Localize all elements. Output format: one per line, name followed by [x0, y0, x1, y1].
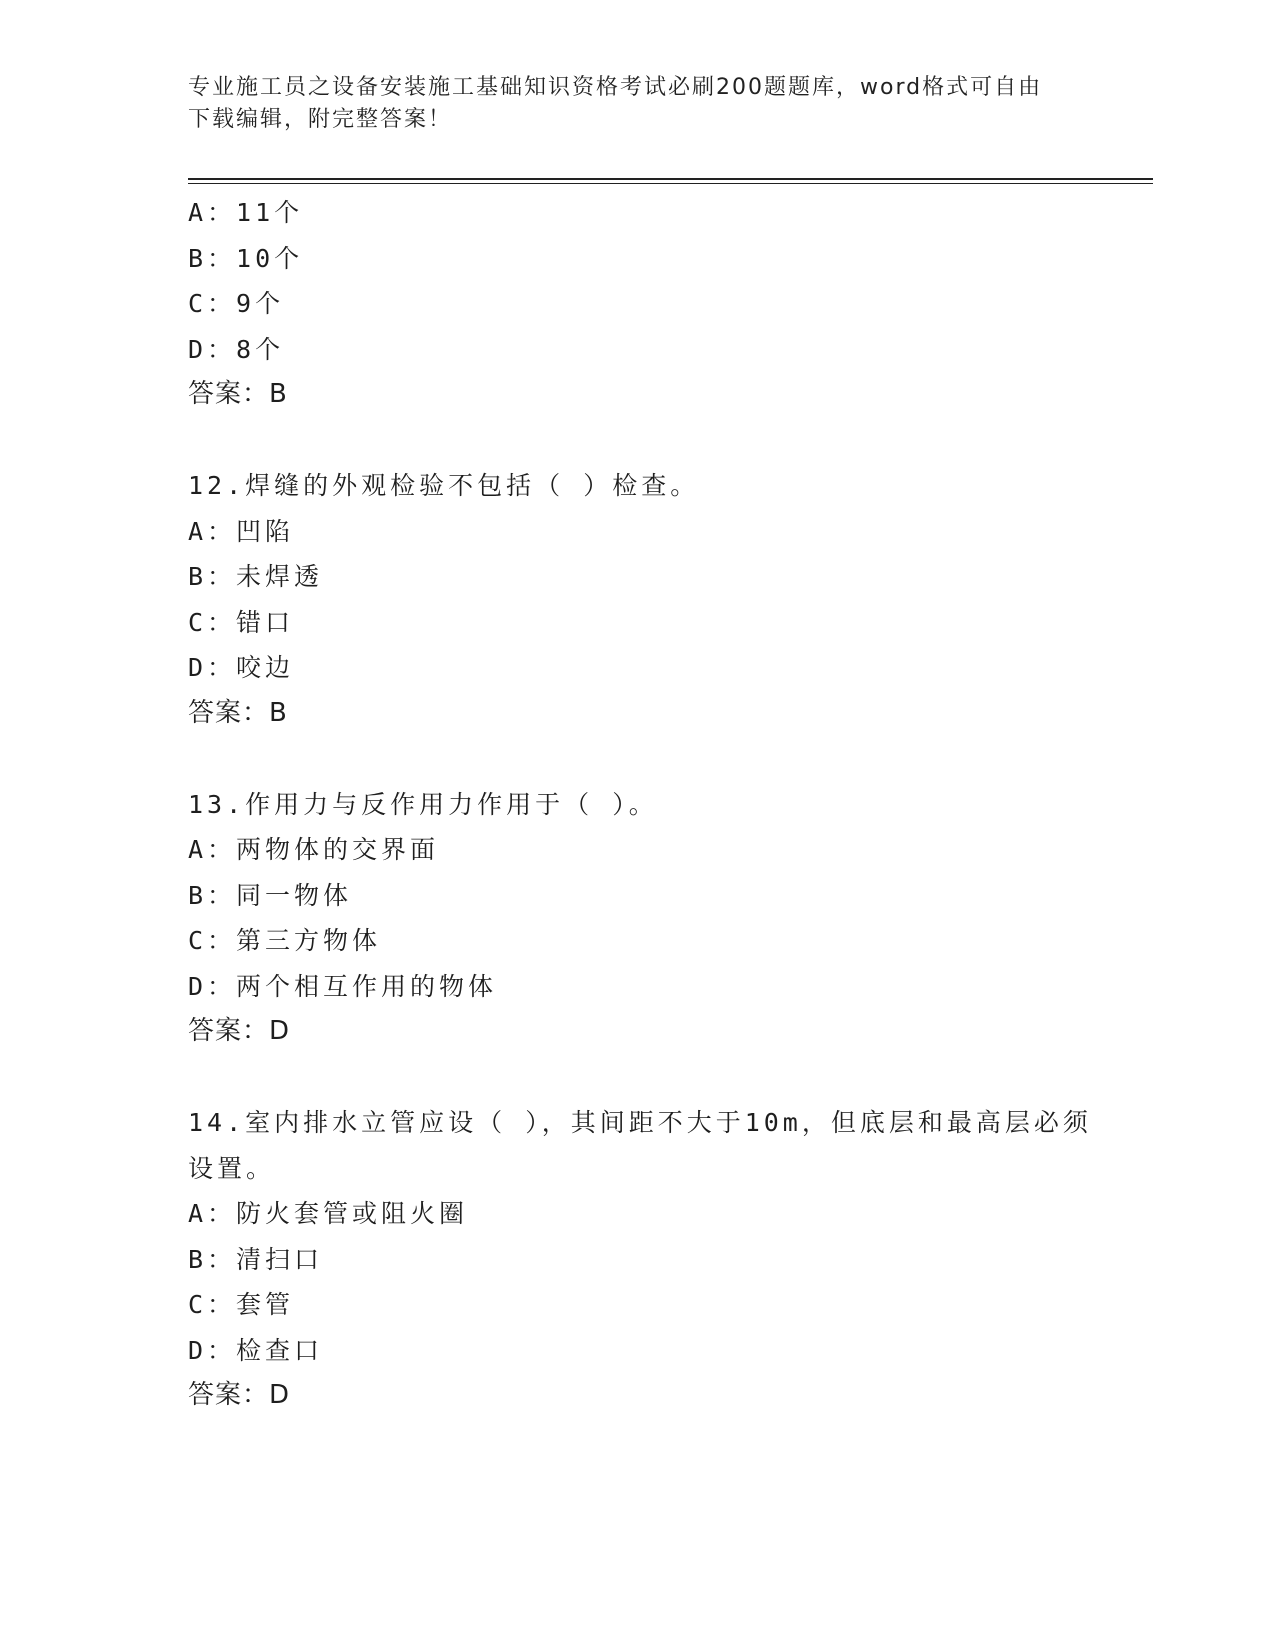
option-d: D：咬边	[188, 653, 295, 682]
option-c: C：第三方物体	[188, 926, 382, 955]
answer: 答案：D	[188, 1016, 291, 1046]
option-c: C：错口	[188, 607, 295, 637]
option-b: B：清扫口	[188, 1244, 324, 1274]
question-text-line-2: 设置。	[188, 1153, 276, 1183]
question-text-line-1: 14.室内排水立管应设（ ），其间距不大于10m，但底层和最高层必须	[188, 1108, 1092, 1137]
question-14	[188, 1100, 1092, 1419]
option-a: A：凹陷	[188, 516, 295, 546]
question-13	[188, 782, 1088, 1055]
answer: 答案：B	[188, 697, 288, 728]
option-a: A：两物体的交界面	[188, 835, 440, 864]
header-line-2: 下载编辑，附完整答案！	[188, 107, 453, 132]
option-d: D：两个相互作用的物体	[188, 971, 498, 1001]
document-header	[188, 72, 1068, 136]
option-d: D：8个	[188, 334, 285, 364]
question-text: 12.焊缝的外观检验不包括（ ）检查。	[188, 471, 700, 500]
option-b: B：同一物体	[188, 880, 353, 910]
header-rule-top	[188, 178, 1153, 180]
question-text: 13.作用力与反作用力作用于（ ）。	[188, 789, 658, 819]
header-rule-bottom	[188, 183, 1153, 184]
header-line-1: 专业施工员之设备安装施工基础知识资格考试必刷200题题库，word格式可自由	[188, 75, 1043, 100]
option-a: A：防火套管或阻火圈	[188, 1199, 469, 1228]
option-d: D：检查口	[188, 1335, 324, 1365]
option-c: C：9个	[188, 289, 285, 318]
option-c: C：套管	[188, 1290, 295, 1319]
question-12	[188, 463, 1088, 736]
question-11	[188, 190, 1088, 418]
option-b: B：未焊透	[188, 562, 324, 591]
option-b: B：10个	[188, 243, 304, 273]
answer: 答案：B	[188, 379, 288, 409]
question-list	[188, 190, 1092, 1419]
option-a: A：11个	[188, 198, 304, 227]
answer: 答案：D	[188, 1380, 291, 1410]
